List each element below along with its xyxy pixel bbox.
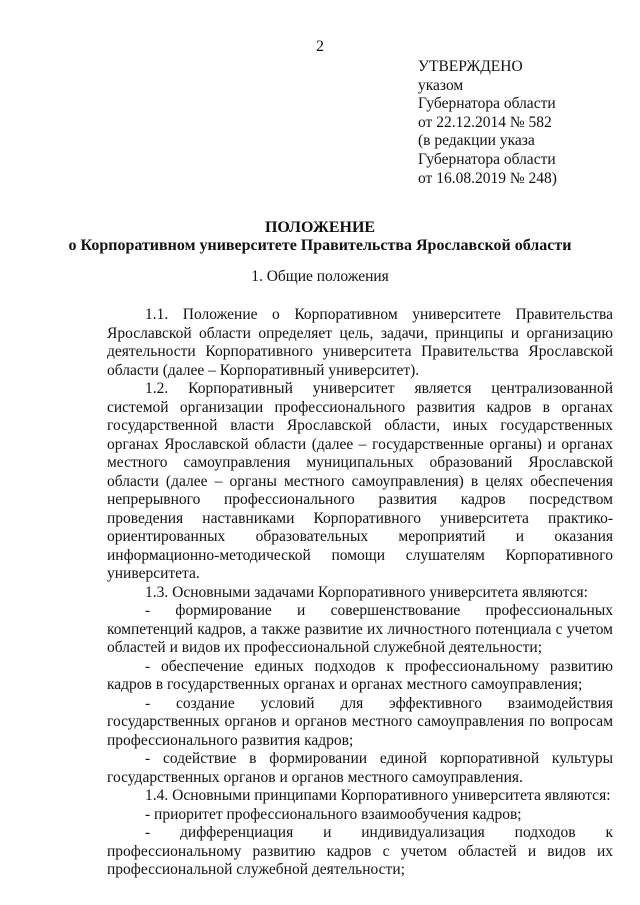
approval-line: указом [418, 76, 464, 94]
approval-block [418, 58, 618, 188]
approval-line: Губернатора области [418, 95, 556, 113]
paragraph: - приоритет профессионального взаимообучения кадров; [145, 805, 522, 823]
paragraph: - обеспечение единых подходов к профессиональному развитию кадров в государственных органах и органах местного самоуправления; [107, 657, 613, 693]
document-subtitle: о Корпоративном университете Правительства Ярославской области [68, 237, 572, 254]
page-number: 2 [316, 38, 324, 55]
approval-line: от 16.08.2019 № 248) [418, 169, 557, 187]
section-heading: 1. Общие положения [251, 268, 389, 285]
document-title: ПОЛОЖЕНИЕ [264, 219, 376, 236]
paragraph: 1.4. Основными принципами Корпоративного университета являются: [145, 787, 611, 804]
approval-line: Губернатора области [418, 150, 556, 168]
paragraph: - формирование и совершенствование профессиональных компетенций кадров, а также развитие их личностного потенциала с учетом областей и видов их профессиональной служебной деятельности; [107, 602, 613, 656]
paragraph: 1.3. Основными задачами Корпоративного университета являются: [145, 583, 588, 601]
paragraph: 1.2. Корпоративный университет является централизованной системой организации профессионального развития кадров в органах государственной власти Ярославской области, иных государственных органах Ярославской области (далее – государственные органы) и органах местного самоуправления муниципальных образований Ярославской области (далее – органы местного самоуправления) в целях обеспечения непрерывного профессионального развития кадров посредством проведения наставниками Корпоративного университета практико-ориентированных образовательных мероприятий и оказания информационно-методической помощи слушателям Корпоративного университета. [107, 380, 613, 582]
paragraph: - содействие в формировании единой корпоративной культуры государственных органов и органов местного самоуправления. [107, 750, 613, 786]
approval-line: (в редакции указа [418, 132, 535, 150]
paragraph: 1.1. Положение о Корпоративном университете Правительства Ярославской области определяет цель, задачи, принципы и организацию деятельности Корпоративного университета Правительства Ярославской области (далее – Корпоративный университет). [107, 306, 613, 379]
paragraph: - дифференциация и индивидуализация подходов к профессиональному развитию кадров с учетом областей и видов их профессиональной служебной деятельности; [107, 824, 613, 878]
approval-line: от 22.12.2014 № 582 [418, 113, 552, 131]
paragraph: - создание условий для эффективного взаимодействия государственных органов и органов местного самоуправления по вопросам профессионального развития кадров; [107, 694, 613, 749]
document-body [107, 306, 613, 880]
approval-line: УТВЕРЖДЕНО [418, 58, 523, 75]
